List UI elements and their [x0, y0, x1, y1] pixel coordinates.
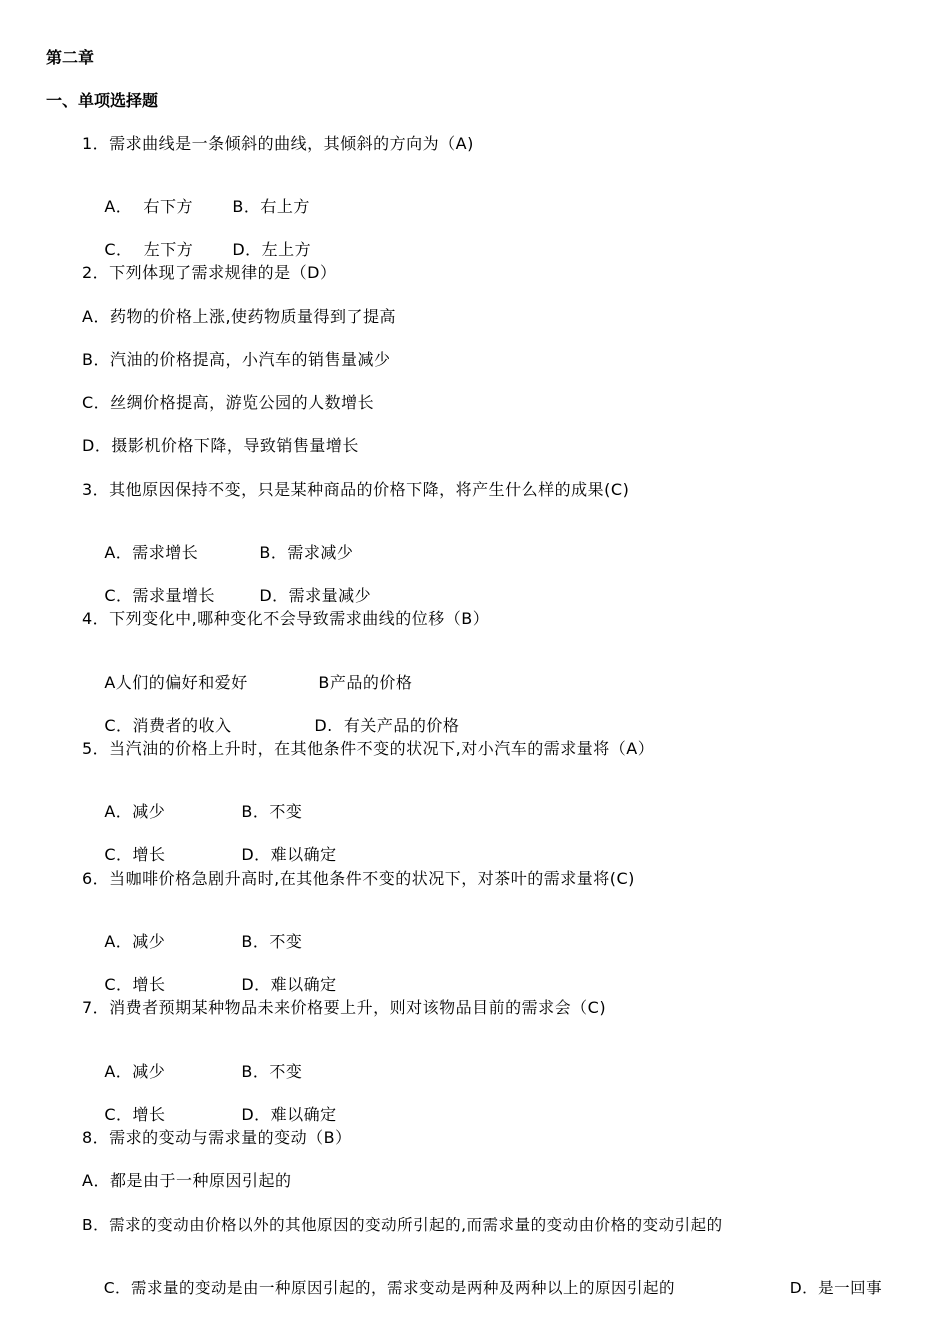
option: D．难以确定 — [241, 845, 337, 864]
option: B．不变 — [241, 1062, 303, 1081]
option: A．减少 — [104, 1062, 166, 1081]
option: B．不变 — [241, 932, 303, 951]
option: B．右上方 — [232, 197, 310, 216]
option: C．需求量的变动是由一种原因引起的，需求变动是两种及两种以上的原因引起的 — [103, 1279, 676, 1297]
option: B产品的价格 — [318, 673, 413, 692]
section-title: 一、单项选择题 — [46, 91, 159, 110]
option-line: B．需求的变动由价格以外的其他原因的变动所引起的,而需求量的变动由价格的变动引起的 — [82, 1216, 723, 1234]
option: C．增长 — [104, 975, 166, 994]
option-line: A．药物的价格上涨,使药物质量得到了提高 — [82, 307, 397, 326]
option: C．增长 — [104, 845, 166, 864]
option: A． 右下方 — [104, 197, 193, 216]
question-stem: 7．消费者预期某种物品未来价格要上升，则对该物品目前的需求会（C) — [82, 998, 607, 1017]
option: C．需求量增长 — [104, 586, 216, 605]
option: B．不变 — [241, 802, 303, 821]
option-line: B．汽油的价格提高，小汽车的销售量减少 — [82, 350, 391, 369]
option: A人们的偏好和爱好 — [104, 673, 248, 692]
question-stem: 6．当咖啡价格急剧升高时,在其他条件不变的状况下，对茶叶的需求量将(C) — [82, 869, 635, 888]
option: B．需求减少 — [259, 543, 354, 562]
option-line: C．丝绸价格提高，游览公园的人数增长 — [82, 393, 375, 412]
chapter-title: 第二章 — [46, 48, 95, 67]
option-line — [82, 1258, 882, 1318]
option: D．难以确定 — [241, 975, 337, 994]
option-line: A．都是由于一种原因引起的 — [82, 1171, 292, 1190]
option: A．减少 — [104, 932, 166, 951]
question-stem: 5．当汽油的价格上升时，在其他条件不变的状况下,对小汽车的需求量将（A） — [82, 739, 655, 758]
question-stem: 4．下列变化中,哪种变化不会导致需求曲线的位移（B） — [82, 609, 490, 628]
option-line: D．摄影机价格下降，导致销售量增长 — [82, 436, 359, 455]
option: D. 有关产品的价格 — [314, 716, 460, 735]
option: D．难以确定 — [241, 1105, 337, 1124]
option: C．增长 — [104, 1105, 166, 1124]
question-stem: 1．需求曲线是一条倾斜的曲线，其倾斜的方向为（A) — [82, 134, 474, 153]
option: D．需求量减少 — [259, 586, 372, 605]
option: D．左上方 — [232, 240, 312, 259]
question-stem: 3．其他原因保持不变，只是某种商品的价格下降，将产生什么样的成果(C) — [82, 480, 630, 499]
option: C． 左下方 — [104, 240, 194, 259]
question-stem: 2．下列体现了需求规律的是（D） — [82, 263, 337, 282]
question-stem: 8．需求的变动与需求量的变动（B） — [82, 1128, 352, 1147]
option: D．是一回事 — [789, 1279, 883, 1297]
option: A．减少 — [104, 802, 166, 821]
option: A．需求增长 — [104, 543, 199, 562]
option: C．消费者的收入 — [104, 716, 232, 735]
